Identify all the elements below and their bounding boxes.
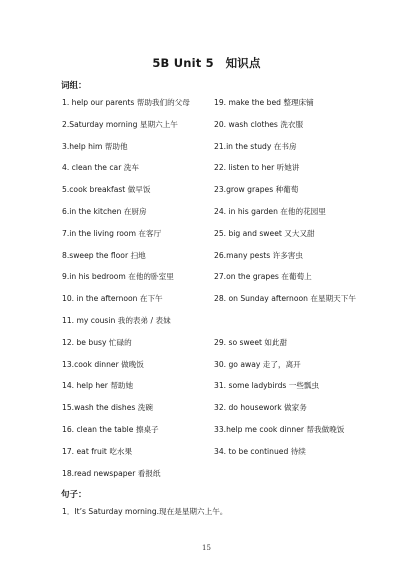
phrase-row	[0, 293, 413, 305]
phrase-item: 23.grow grapes 种葡萄	[214, 185, 299, 195]
phrase-item: 34. to be continued 待续	[214, 446, 306, 456]
phrase-row	[0, 184, 413, 196]
phrase-row	[0, 446, 413, 458]
phrase-item: 13.cook dinner 做晚饭	[62, 359, 144, 369]
phrase-item: 3.help him 帮助他	[62, 141, 128, 151]
phrase-row	[0, 402, 413, 414]
phrase-item: 22. listen to her 听她讲	[214, 163, 300, 173]
phrase-row	[0, 228, 413, 240]
phrase-item: 33.help me cook dinner 帮我做晚饭	[214, 425, 345, 434]
phrase-item: 2.Saturday morning 星期六上午	[62, 119, 178, 129]
phrase-item: 17. eat fruit 吃水果	[62, 446, 133, 456]
phrase-item: 18.read newspaper 看报纸	[62, 468, 161, 478]
phrase-row	[0, 337, 413, 349]
phrase-item: 28. on Sunday afternoon 在星期天下午	[214, 294, 356, 304]
phrase-item: 25. big and sweet 又大又甜	[214, 228, 315, 238]
page-title: 5B Unit 5 知识点	[152, 56, 261, 70]
phrase-item: 15.wash the dishes 洗碗	[62, 403, 153, 413]
page-number: 15	[202, 544, 211, 552]
phrase-item: 11. my cousin 我的表弟 / 表妹	[62, 316, 171, 325]
phrase-item: 6.in the kitchen 在厨房	[62, 207, 147, 216]
phrase-row	[0, 271, 413, 283]
phrase-item: 4. clean the car 洗车	[62, 163, 139, 173]
sentence-section-label: 句子：	[61, 490, 87, 500]
phrase-item: 1. help our parents 帮助我们的父母	[62, 98, 190, 107]
phrase-item: 20. wash clothes 洗衣服	[214, 119, 304, 129]
phrase-row	[0, 141, 413, 153]
phrase-row	[0, 97, 413, 109]
phrase-item: 29. so sweet 如此甜	[214, 337, 288, 347]
phrase-item: 7.in the living room 在客厅	[62, 228, 162, 238]
phrase-row	[0, 380, 413, 392]
phrase-item: 21.in the study 在书房	[214, 141, 297, 151]
phrase-item: 26.many pests 许多害虫	[214, 250, 304, 260]
phrase-item: 27.on the grapes 在葡萄上	[214, 272, 312, 282]
phrase-row	[0, 424, 413, 436]
vocab-section-label: 词组：	[61, 81, 87, 91]
phrase-item: 31. some ladybirds 一些瓢虫	[214, 381, 320, 391]
phrase-item: 9.in his bedroom 在他的卧室里	[62, 272, 174, 282]
phrase-row	[0, 359, 413, 371]
phrase-item: 19. make the bed 整理床铺	[214, 98, 314, 107]
phrase-row	[0, 119, 413, 131]
phrase-item: 5.cook breakfast 做早饭	[62, 185, 151, 195]
phrase-item: 8.sweep the floor 扫地	[62, 250, 146, 260]
phrase-row	[0, 162, 413, 174]
phrase-item: 32. do housework 做家务	[214, 403, 307, 413]
phrase-item: 24. in his garden 在他的花园里	[214, 207, 326, 216]
phrase-item: 12. be busy 忙碌的	[62, 337, 132, 347]
phrase-item: 16. clean the table 擦桌子	[62, 425, 159, 434]
sentence-item: 1．It’s Saturday morning.现在是星期六上午。	[62, 507, 228, 516]
phrase-row	[0, 206, 413, 218]
phrase-item: 10. in the afternoon 在下午	[62, 294, 163, 304]
phrase-item: 14. help her 帮助她	[62, 381, 134, 391]
phrase-item: 30. go away 走了，离开	[214, 359, 301, 369]
phrase-row	[0, 468, 413, 480]
phrase-row	[0, 250, 413, 262]
phrase-row	[0, 315, 413, 327]
